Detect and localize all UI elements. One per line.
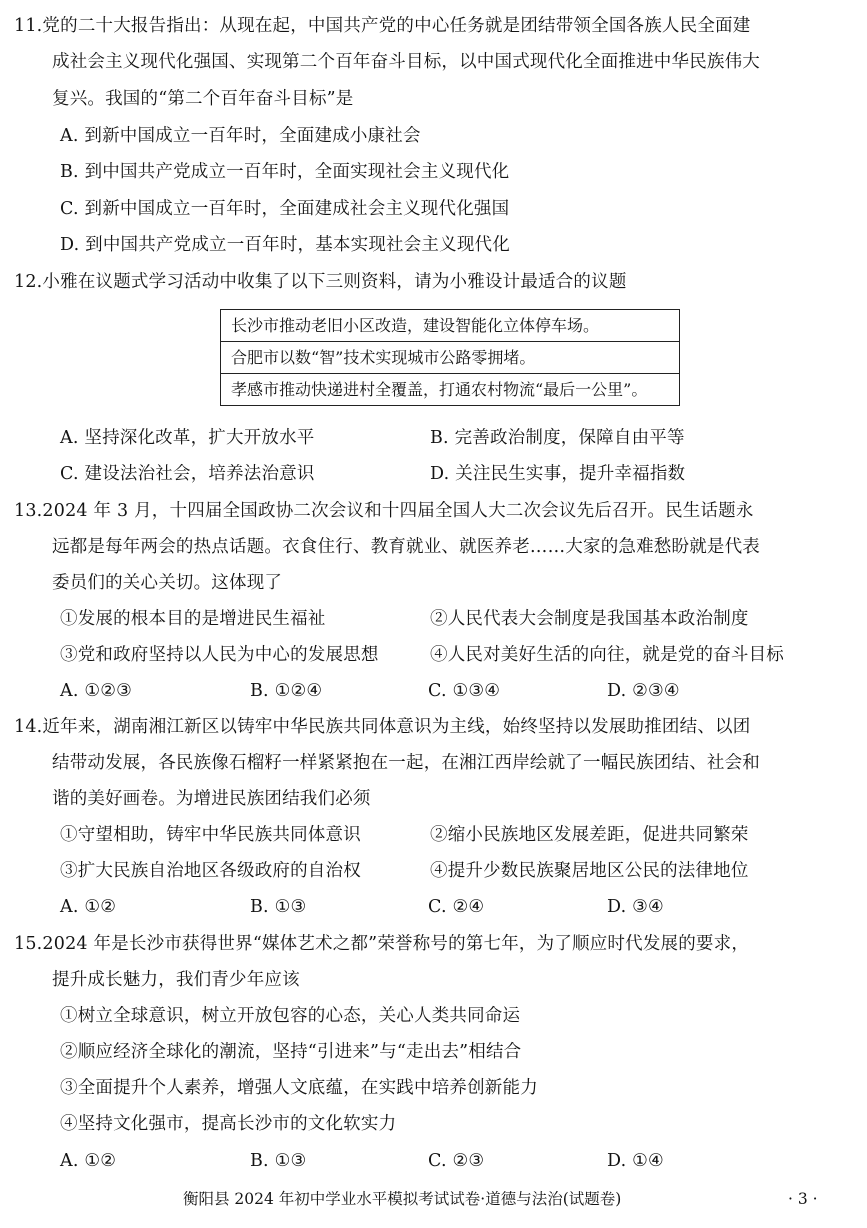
option-a: A. ①②③ xyxy=(60,681,133,701)
statement-3: ③党和政府坚持以人民为中心的发展思想 xyxy=(60,645,379,665)
option-c: C. ②③ xyxy=(428,1151,485,1171)
option-d: D. ②③④ xyxy=(607,681,680,701)
statement-2: ②缩小民族地区发展差距，促进共同繁荣 xyxy=(430,825,749,845)
question-stem-line: 复兴。我国的“第二个百年奋斗目标”是 xyxy=(52,89,354,109)
option-b: B. ①②④ xyxy=(250,681,323,701)
option-b: B. ①③ xyxy=(250,1151,307,1171)
statement-3: ③扩大民族自治地区各级政府的自治权 xyxy=(60,861,361,881)
statement-2: ②顺应经济全球化的潮流，坚持“引进来”与“走出去”相结合 xyxy=(60,1042,522,1062)
option-b: B. 完善政治制度，保障自由平等 xyxy=(430,428,685,448)
option-c: C. ②④ xyxy=(428,897,485,917)
statement-1: ①树立全球意识，树立开放包容的心态，关心人类共同命运 xyxy=(60,1006,521,1026)
question-stem-line: 委员们的关心关切。这体现了 xyxy=(52,573,283,593)
option-a: A. ①② xyxy=(60,897,117,917)
statement-4: ④人民对美好生活的向往，就是党的奋斗目标 xyxy=(430,645,784,665)
question-stem-line: 结带动发展，各民族像石榴籽一样紧紧抱在一起，在湘江西岸绘就了一幅民族团结、社会和 xyxy=(52,753,760,773)
footer-title: 衡阳县 2024 年初中学业水平模拟考试试卷·道德与法治(试题卷) xyxy=(183,1190,622,1208)
option-c: C. ①③④ xyxy=(428,681,501,701)
question-stem-line: 谐的美好画卷。为增进民族团结我们必须 xyxy=(52,789,371,809)
option-a: A. 到新中国成立一百年时，全面建成小康社会 xyxy=(60,126,421,146)
question-stem-line: 14.近年来，湖南湘江新区以铸牢中华民族共同体意识为主线，始终坚持以发展助推团结、以团 xyxy=(14,717,751,737)
statement-2: ②人民代表大会制度是我国基本政治制度 xyxy=(430,609,749,629)
question-stem-line: 成社会主义现代化强国、实现第二个百年奋斗目标，以中国式现代化全面推进中华民族伟大 xyxy=(52,52,760,72)
statement-1: ①发展的根本目的是增进民生福祉 xyxy=(60,609,326,629)
option-d: D. 到中国共产党成立一百年时，基本实现社会主义现代化 xyxy=(60,235,510,255)
material-row: 长沙市推动老旧小区改造，建设智能化立体停车场。 xyxy=(221,310,679,342)
option-a: A. ①② xyxy=(60,1151,117,1171)
option-d: D. ①④ xyxy=(607,1151,664,1171)
statement-4: ④坚持文化强市，提高长沙市的文化软实力 xyxy=(60,1114,397,1134)
question-stem-line: 13.2024 年 3 月，十四届全国政协二次会议和十四届全国人大二次会议先后召开。民生话题永 xyxy=(14,501,754,521)
option-b: B. ①③ xyxy=(250,897,307,917)
question-stem-line: 15.2024 年是长沙市获得世界“媒体艺术之都”荣誉称号的第七年，为了顺应时代发展的要求， xyxy=(14,934,750,954)
statement-3: ③全面提升个人素养，增强人文底蕴，在实践中培养创新能力 xyxy=(60,1078,538,1098)
statement-1: ①守望相助，铸牢中华民族共同体意识 xyxy=(60,825,361,845)
material-row: 合肥市以数“智”技术实现城市公路零拥堵。 xyxy=(221,342,679,374)
page-number: · 3 · xyxy=(788,1190,818,1208)
question-stem-line: 12.小雅在议题式学习活动中收集了以下三则资料，请为小雅设计最适合的议题 xyxy=(14,272,627,292)
material-row: 孝感市推动快递进村全覆盖，打通农村物流“最后一公里”。 xyxy=(231,380,648,399)
option-d: D. 关注民生实事，提升幸福指数 xyxy=(430,464,686,484)
question-stem-line: 远都是每年两会的热点话题。衣食住行、教育就业、就医养老……大家的急难愁盼就是代表 xyxy=(52,537,760,557)
materials-table xyxy=(220,309,680,406)
statement-4: ④提升少数民族聚居地区公民的法律地位 xyxy=(430,861,749,881)
question-stem-line: 提升成长魅力，我们青少年应该 xyxy=(52,970,300,990)
option-c: C. 到新中国成立一百年时，全面建成社会主义现代化强国 xyxy=(60,199,510,219)
option-b: B. 到中国共产党成立一百年时，全面实现社会主义现代化 xyxy=(60,162,510,182)
option-c: C. 建设法治社会，培养法治意识 xyxy=(60,464,315,484)
question-stem-line: 11.党的二十大报告指出：从现在起，中国共产党的中心任务就是团结带领全国各族人民全面建 xyxy=(14,16,751,36)
option-a: A. 坚持深化改革，扩大开放水平 xyxy=(60,428,315,448)
option-d: D. ③④ xyxy=(607,897,664,917)
